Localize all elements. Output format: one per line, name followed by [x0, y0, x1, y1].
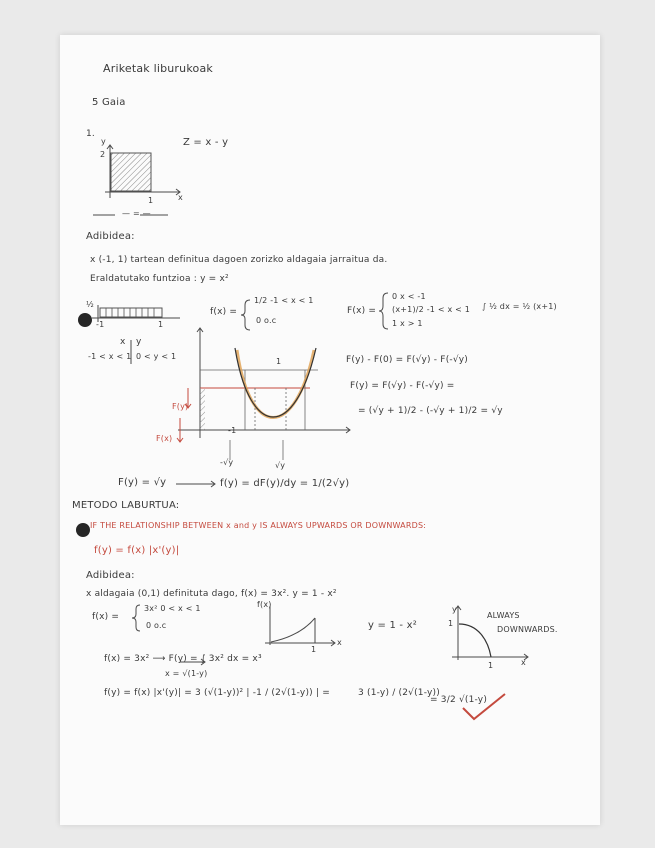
metodo-formula: f(y) = f(x) |x'(y)|	[94, 545, 180, 556]
graph-tick-negsqrt: -√y	[220, 458, 234, 467]
fx2-graph-1: 1	[311, 645, 317, 654]
uniform-pos1: 1	[158, 320, 164, 329]
g2-tick-1b: 1	[488, 661, 494, 670]
fx-def-bottom: 0 o.c	[256, 316, 277, 325]
uniform-graph	[92, 305, 180, 322]
Fx2-line: f(x) = 3x² ⟶ F(y) = ∫ 3x² dx = x³	[104, 654, 262, 664]
adibidea-1-label: Adibidea:	[86, 231, 135, 242]
x-sub: x = √(1-y)	[165, 669, 208, 678]
fx-def-left: f(x) =	[210, 307, 238, 317]
Fx-def-left: F(x) =	[347, 306, 377, 316]
Fy-step2: F(y) = F(√y) - F(-√y) =	[350, 381, 455, 391]
xy-table-xr: -1 < x < 1	[88, 352, 132, 361]
g2-y: y	[452, 605, 457, 614]
Fx-def-r2: (x+1)/2 -1 < x < 1	[392, 305, 471, 314]
graph-Fx-label: F(x)	[156, 434, 173, 443]
fy2-result: 3 (1-y) / (2√(1-y))	[358, 688, 440, 698]
fx2-graph-x: x	[337, 638, 342, 647]
graph-Fy-label: F(y)	[172, 402, 189, 411]
ex1-tick-2: 2	[100, 150, 106, 159]
metodo-title: METODO LABURTUA:	[72, 500, 180, 511]
fx-graph-2	[265, 606, 335, 646]
Fy-step3: = (√y + 1)/2 - (-√y + 1)/2 = √y	[358, 406, 503, 416]
ex1-axis-y: y	[101, 137, 106, 146]
Fy-step1: F(y) - F(0) = F(√y) - F(-√y)	[346, 355, 469, 365]
y-eq-2: y = 1 - x²	[368, 620, 417, 631]
downwards-label: DOWNWARDS.	[497, 625, 558, 634]
fx2-def-bottom: 0 o.c	[146, 621, 167, 630]
xy-table-yr: 0 < y < 1	[136, 352, 177, 361]
metodo-relationship: IF THE RELATIONSHIP BETWEEN x and y IS ALWAYS UPWARDS OR DOWNWARDS:	[90, 521, 427, 530]
fy-final: f(y) = dF(y)/dy = 1/(2√y)	[220, 478, 350, 489]
adibidea-2-line1: x aldagaia (0,1) definituta dago, f(x) = 3x². y = 1 - x²	[86, 589, 337, 599]
parabola-graph	[177, 328, 350, 460]
ex1-graph	[105, 145, 180, 198]
fx2-def-left: f(x) =	[92, 612, 120, 622]
Fx-def-r3: 1 x > 1	[392, 319, 423, 328]
xy-table-x: x	[120, 337, 126, 347]
fx-def-top: 1/2 -1 < x < 1	[254, 296, 314, 305]
g2-tick-1: 1	[448, 619, 454, 628]
graph-tick-sqrt: √y	[275, 461, 286, 470]
section-title: 5 Gaia	[92, 97, 126, 108]
page-title: Ariketak liburukoak	[103, 62, 213, 75]
always-label: ALWAYS	[487, 611, 520, 620]
ex1-result: — = —	[122, 209, 151, 218]
Fx-def-r1: 0 x < -1	[392, 292, 426, 301]
fy2-final: = 3/2 √(1-y)	[430, 695, 488, 705]
xy-table-y: y	[136, 337, 142, 347]
adibidea-2-label: Adibidea:	[86, 570, 135, 581]
g2-x: x	[521, 658, 526, 667]
fx2-graph-label: f(x)	[257, 600, 272, 609]
graph-tick-1: 1	[276, 357, 282, 366]
ex1-axis-x: x	[178, 193, 183, 202]
graph-tick-neg1: -1	[228, 426, 237, 435]
Fy-final: F(y) = √y	[118, 477, 167, 488]
adibidea-1-line2: Eraldatutako funtzioa : y = x²	[90, 274, 229, 284]
Fx-integral: ∫ ½ dx = ½ (x+1)	[482, 302, 557, 311]
adibidea-1-line1: x (-1, 1) tartean definitua dagoen zorizko aldagaia jarraitua da.	[90, 255, 388, 265]
fx2-def-top: 3x² 0 < x < 1	[144, 604, 201, 613]
ex1-formula: Z = x - y	[183, 137, 229, 148]
ex1-number: 1.	[86, 129, 95, 139]
fy2-line: f(y) = f(x) |x'(y)| = 3 (√(1-y))² | -1 / (2√(1-y)) | =	[104, 688, 330, 698]
uniform-neg1: -1	[96, 320, 105, 329]
ex1-tick-1: 1	[148, 196, 154, 205]
uniform-half: ½	[86, 300, 94, 309]
